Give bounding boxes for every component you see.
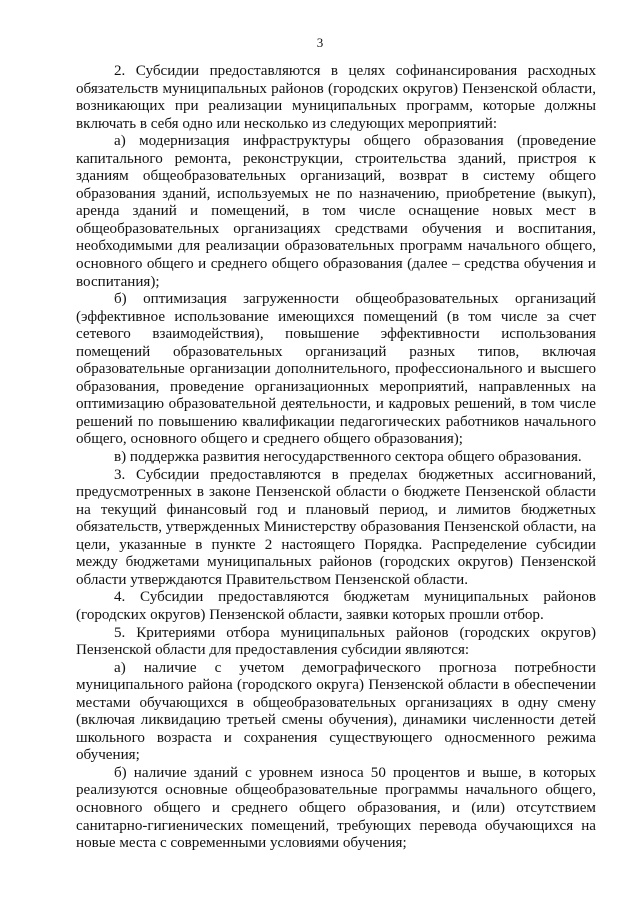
paragraph-2: 2. Субсидии предоставляются в целях софинансирования расходных обязательств муниципальных районов (городских округов) Пензенской области, возникающих при реализации муниципальных программ, которые должны включать в себя одно или несколько из следующих мероприятий:	[76, 63, 596, 132]
document-body	[76, 63, 596, 853]
paragraph-5a: а) наличие с учетом демографического прогноза потребности муниципального района (городского округа) Пензенской области в обеспечении местами обучающихся в общеобразовательных организациях в одну смену (включая ликвидацию третьей смены обучения), динамики численности детей школьного возраста и сохранения существующего односменного режима обучения;	[76, 659, 596, 764]
paragraph-3: 3. Субсидии предоставляются в пределах бюджетных ассигнований, предусмотренных в законе Пензенской области о бюджете Пензенской области на текущий финансовый год и плановый период, и лимитов бюджетных обязательств, утвержденных Министерству образования Пензенской области, на цели, указанные в пункте 2 настоящего Порядка. Распределение субсидии между бюджетами муниципальных районов (городских округов) Пензенской области утверждаются Правительством Пензенской области.	[76, 466, 596, 588]
paragraph-2a: а) модернизация инфраструктуры общего образования (проведение капитального ремонта, реконструкции, строительства зданий, пристроя к зданиям общеобразовательных организаций, возврат в систему общего образования зданий, используемых не по назначению, приобретение (выкуп), аренда зданий и помещений, в том числе оснащение новых мест в общеобразовательных организациях средствами обучения и воспитания, необходимыми для реализации образовательных программ начального общего, основного общего и среднего общего образования (далее – средства обучения и воспитания);	[76, 133, 596, 290]
paragraph-2v: в) поддержка развития негосударственного сектора общего образования.	[114, 449, 582, 466]
paragraph-2b: б) оптимизация загруженности общеобразовательных организаций (эффективное использование имеющихся помещений (в том числе за счет сетевого взаимодействия), повышение эффективности использования помещений образовательных организаций разных типов, включая образовательные организации дополнительного, профессионального и высшего образования, проведение организационных мероприятий, направленных на оптимизацию образовательной деятельности, и кадровых решений, в том числе решений по повышению квалификации педагогических работников начального общего, основного общего и среднего общего образования);	[76, 291, 596, 448]
paragraph-5: 5. Критериями отбора муниципальных районов (городских округов) Пензенской области для предоставления субсидии являются:	[76, 624, 596, 659]
paragraph-5b: б) наличие зданий с уровнем износа 50 процентов и выше, в которых реализуются основные общеобразовательные программы начального общего, основного общего и среднего общего образования, и (или) отсутствием санитарно-гигиенических помещений, требующих перевода обучающихся на новые места с современными условиями обучения;	[76, 764, 596, 852]
paragraph-4: 4. Субсидии предоставляются бюджетам муниципальных районов (городских округов) Пензенской области, заявки которых прошли отбор.	[76, 589, 596, 623]
page-number: 3	[316, 35, 324, 50]
